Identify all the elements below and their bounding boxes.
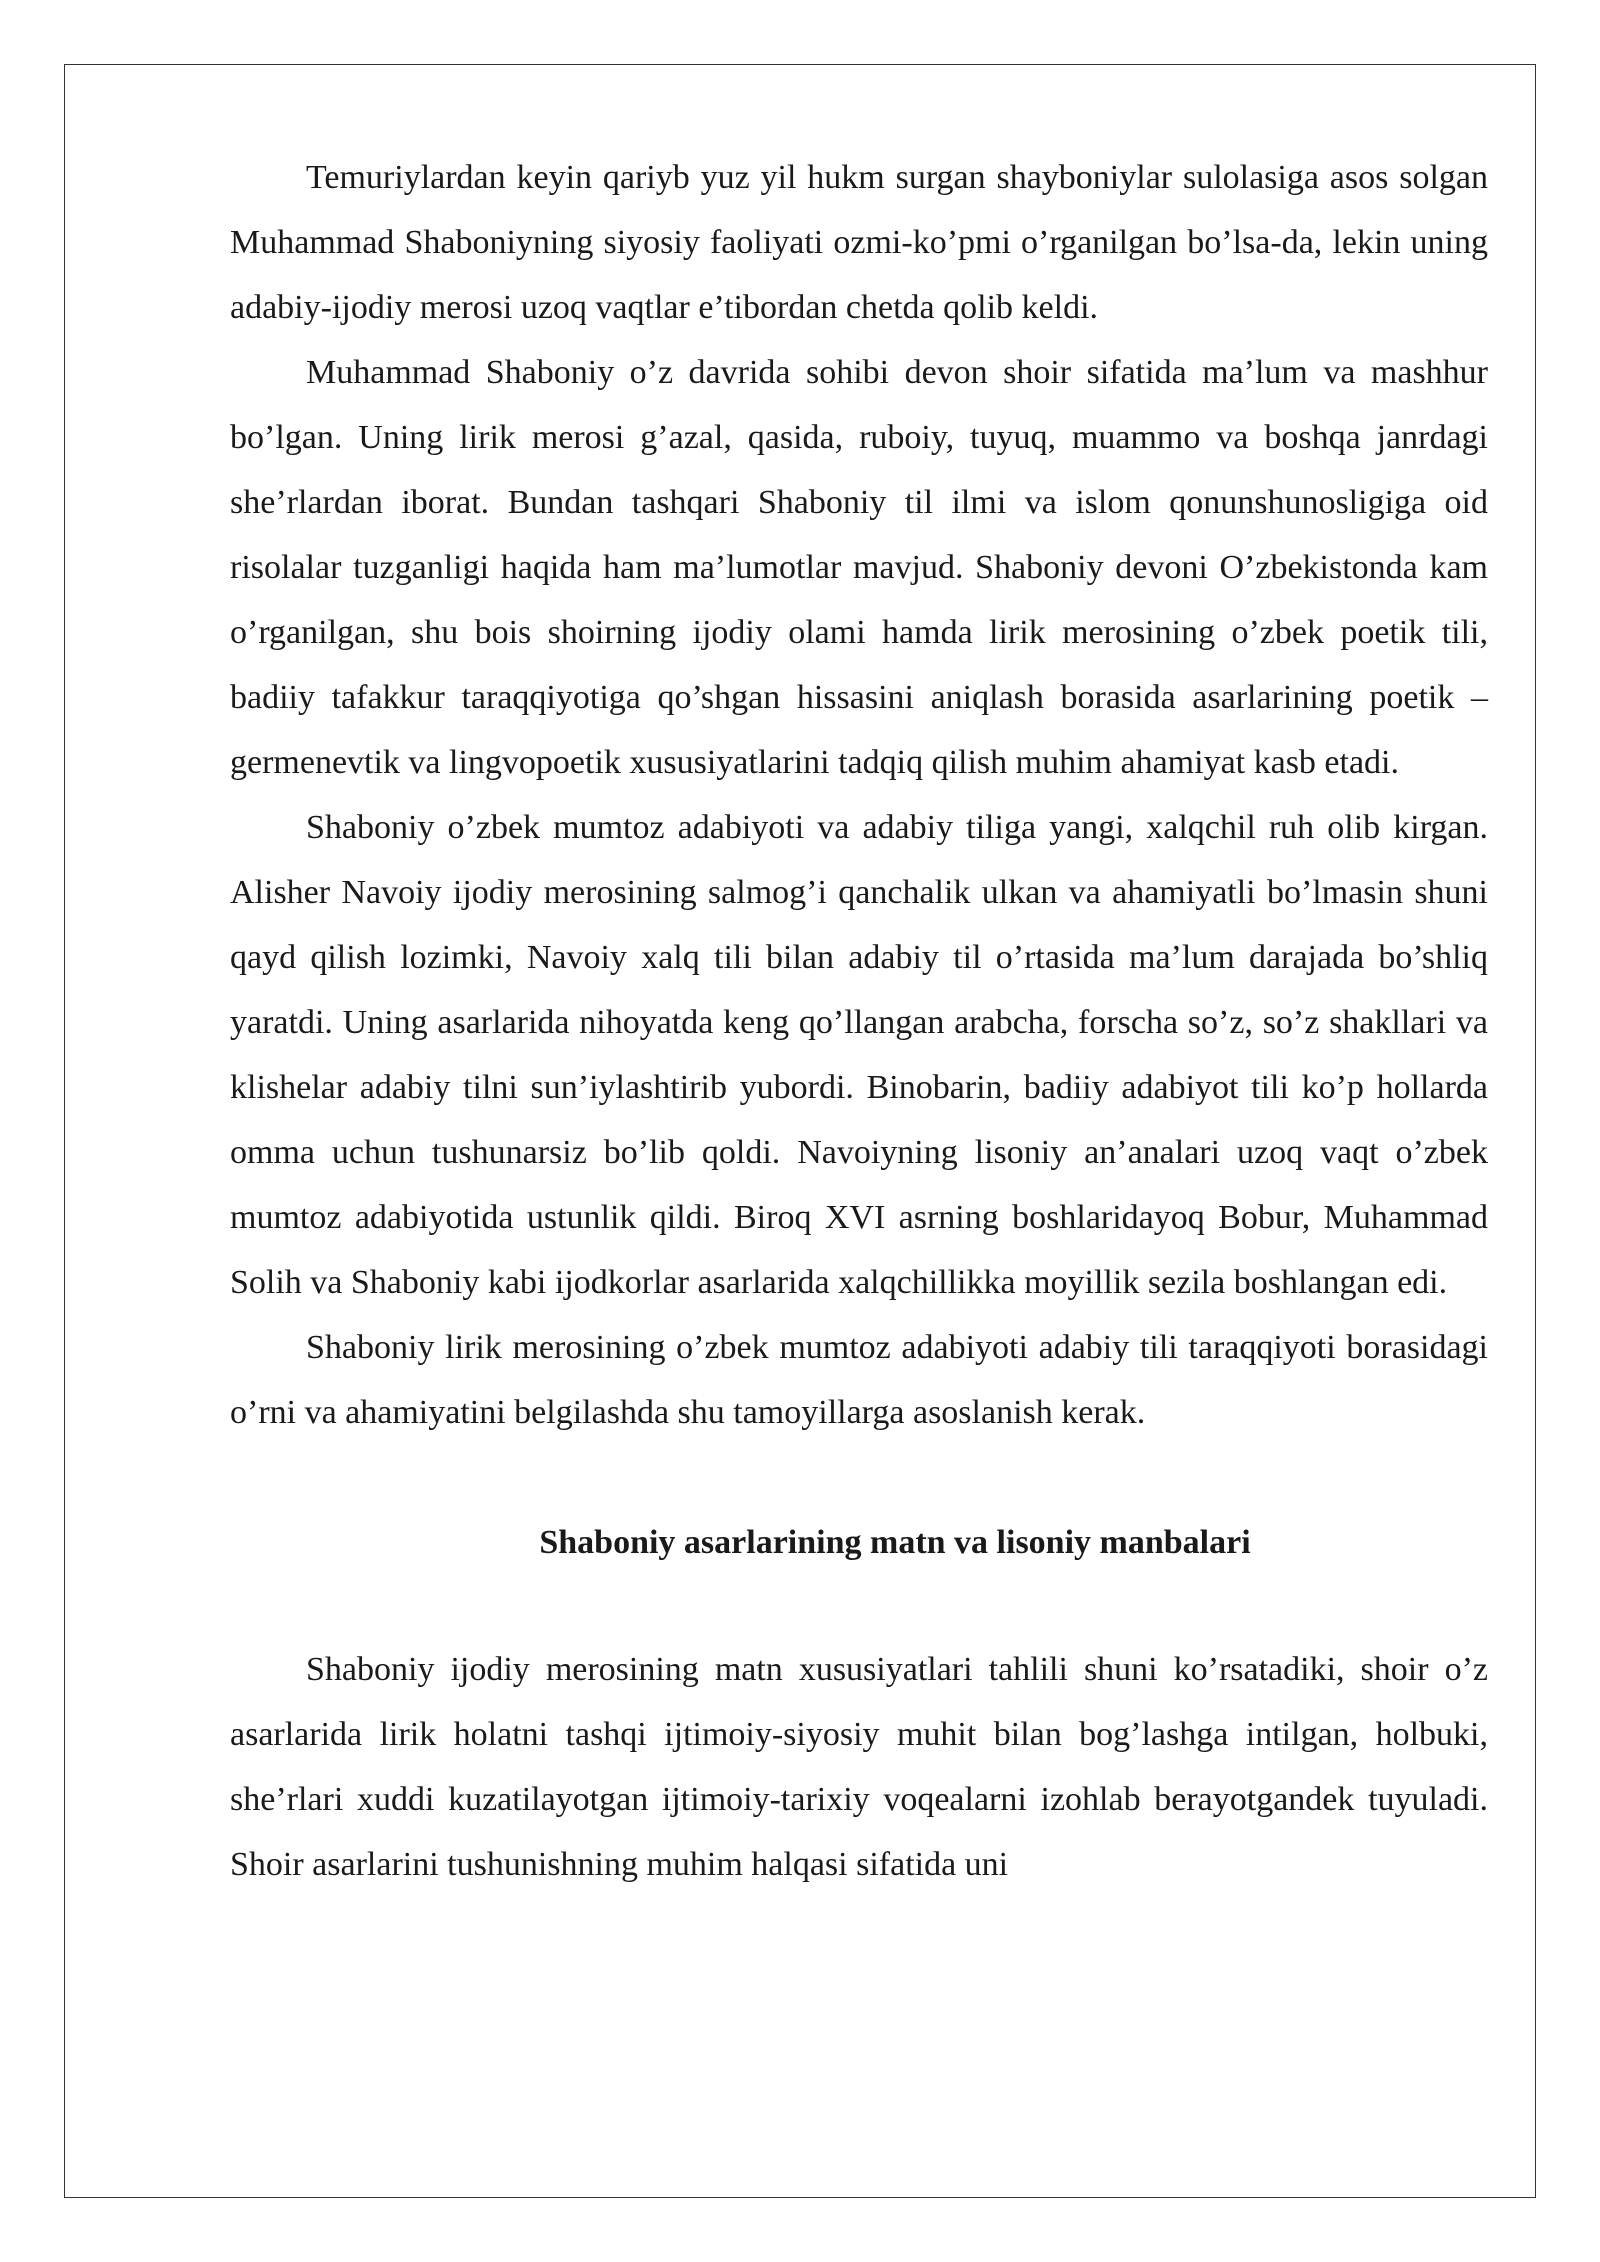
document-body — [230, 145, 1488, 1897]
paragraph-2: Muhammad Shaboniy o’z davrida sohibi devon shoir sifatida ma’lum va mashhur bo’lgan. Uning lirik merosi g’azal, qasida, ruboiy, tuyuq, muammo va boshqa janrdagi she’rlardan iborat. Bundan tashqari Shaboniy til ilmi va islom qonunshunosligiga oid risolalar tuzganligi haqida ham ma’lumotlar mavjud. Shaboniy devoni O’zbekistonda kam o’rganilgan, shu bois shoirning ijodiy olami hamda lirik merosining o’zbek poetik tili, badiiy tafakkur taraqqiyotiga qo’shgan hissasini aniqlash borasida asarlarining poetik – germenevtik va lingvopoetik xususiyatlarini tadqiq qilish muhim ahamiyat kasb etadi. — [230, 354, 1488, 781]
paragraph-5: Shaboniy ijodiy merosining matn xususiyatlari tahlili shuni ko’rsatadiki, shoir o’z asarlarida lirik holatni tashqi ijtimoiy-siyosiy muhit bilan bog’lashga intilgan, holbuki, she’rlari xuddi kuzatilayotgan ijtimoiy-tarixiy voqealarni izohlab berayotgandek tuyuladi. Shoir asarlarini tushunishning muhim halqasi sifatida uni — [230, 1651, 1488, 1883]
paragraph-1: Temuriylardan keyin qariyb yuz yil hukm surgan shayboniylar sulolasiga asos solgan Muhammad Shaboniyning siyosiy faoliyati ozmi-ko’pmi o’rganilgan bo’lsa-da, lekin uning adabiy-ijodiy merosi uzoq vaqtlar e’tibordan chetda qolib keldi. — [230, 159, 1488, 326]
paragraph-3: Shaboniy o’zbek mumtoz adabiyoti va adabiy tiliga yangi, xalqchil ruh olib kirgan. Alisher Navoiy ijodiy merosining salmog’i qanchalik ulkan va ahamiyatli bo’lmasin shuni qayd qilish lozimki, Navoiy xalq tili bilan adabiy til o’rtasida ma’lum darajada bo’shliq yaratdi. Uning asarlarida nihoyatda keng qo’llangan arabcha, forscha so’z, so’z shakllari va klishelar adabiy tilni sun’iylashtirib yubordi. Binobarin, badiiy adabiyot tili ko’p hollarda omma uchun tushunarsiz bo’lib qoldi. Navoiyning lisoniy an’analari uzoq vaqt o’zbek mumtoz adabiyotida ustunlik qildi. Biroq XVI asrning boshlaridayoq Bobur, Muhammad Solih va Shaboniy kabi ijodkorlar asarlarida xalqchillikka moyillik sezila boshlangan edi. — [230, 809, 1488, 1301]
section-heading: Shaboniy asarlarining matn va lisoniy manbalari — [539, 1524, 1251, 1561]
spacer — [230, 1445, 1488, 1510]
spacer — [230, 1575, 1488, 1637]
paragraph-4: Shaboniy lirik merosining o’zbek mumtoz adabiyoti adabiy tili taraqqiyoti borasidagi o’rni va ahamiyatini belgilashda shu tamoyillarga asoslanish kerak. — [230, 1329, 1488, 1431]
